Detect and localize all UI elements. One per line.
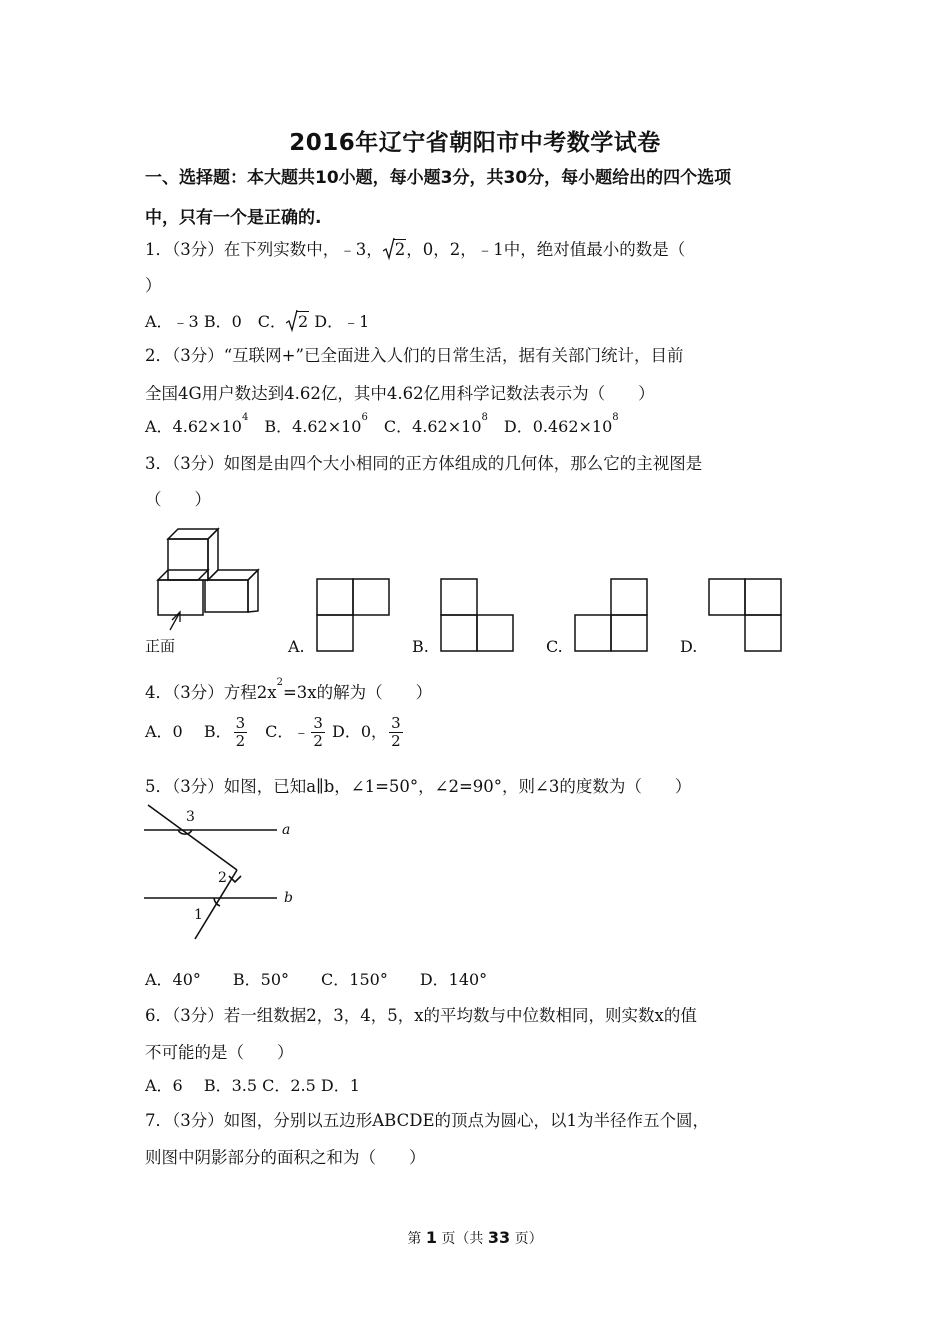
question-4-text-a: 4．（3分）方程2x [145, 683, 277, 702]
question-1-option-ab: A．﹣3 B．0 C． [145, 312, 287, 331]
question-3-line1: 3．（3分）如图是由四个大小相同的正方体组成的几何体，那么它的主视图是 [145, 454, 703, 473]
option-c-label: C. [546, 637, 563, 656]
option-c-figure [574, 578, 650, 654]
option-c-exponent: 8 [481, 412, 488, 423]
fraction-numerator: 3 [391, 714, 401, 732]
question-4-text-b: =3x的解为（ ） [282, 683, 433, 702]
question-1-text-b: ，0，2，﹣1中，绝对值最小的数是（ [406, 240, 686, 259]
question-4-option-ab: A．0 B． [145, 722, 232, 741]
footer-middle: 页（共 [436, 1231, 488, 1247]
sqrt-radicand: 2 [394, 240, 406, 259]
option-a-exponent: 4 [241, 412, 249, 423]
option-d-label: D. [680, 637, 698, 656]
section-heading-line1: 一、选择题：本大题共10小题，每小题3分，共30分，每小题给出的四个选项 [145, 168, 732, 188]
angle-2-label: 2 [218, 870, 227, 886]
footer-prefix: 第 [407, 1231, 426, 1247]
sqrt-radicand: 2 [298, 312, 309, 331]
fraction-numerator: 3 [235, 714, 246, 732]
sqrt-symbol [383, 240, 407, 259]
section-heading-line2: 中，只有一个是正确的. [145, 208, 322, 228]
negative-sign: ﹣ [293, 722, 310, 741]
question-2-options [145, 414, 619, 437]
fraction-denominator: 2 [391, 732, 401, 750]
question-2-line1: 2．（3分）“互联网+”已全面进入人们的日常生活，据有关部门统计，目前 [145, 346, 684, 365]
question-6-line2: 不可能的是（ ） [145, 1043, 294, 1062]
option-c: C．4.62×10 [367, 417, 482, 436]
page-footer [0, 1228, 950, 1248]
option-d-figure [708, 578, 784, 654]
fraction [389, 715, 403, 750]
option-d: D．0.462×10 [487, 417, 613, 436]
option-b-label: B. [412, 637, 429, 656]
question-4-exponent: 2 [276, 677, 283, 688]
cube-solid-figure [150, 526, 270, 646]
question-1-option-d: D．﹣1 [309, 312, 370, 331]
fraction [234, 715, 248, 750]
question-1-text-c: ） [145, 276, 162, 295]
question-1 [145, 236, 685, 260]
fraction [311, 715, 325, 750]
option-b-exponent: 6 [361, 412, 368, 423]
question-1-options [145, 309, 369, 332]
question-4-options [145, 715, 405, 750]
front-view-label: 正面 [145, 637, 176, 655]
question-4-option-c: C． [249, 722, 294, 741]
option-d-exponent: 8 [612, 412, 619, 423]
question-7-line1: 7．（3分）如图，分别以五边形ABCDE的顶点为圆心，以1为半径作五个圆， [145, 1111, 709, 1130]
page-title: 2016年辽宁省朝阳市中考数学试卷 [289, 130, 661, 156]
option-a: A．4.62×10 [145, 417, 242, 436]
question-7-line2: 则图中阴影部分的面积之和为（ ） [145, 1148, 426, 1167]
angle-3-label: 3 [186, 809, 195, 825]
question-3-line2: （ ） [145, 490, 211, 509]
question-4 [145, 679, 432, 703]
option-b-figure [440, 578, 516, 654]
question-5-text: 5．（3分）如图，已知a∥b，∠1=50°，∠2=90°，则∠3的度数为（ ） [145, 777, 692, 796]
line-b-label: b [284, 890, 293, 906]
fraction-numerator: 3 [313, 714, 323, 732]
question-5-options: A．40° B．50° C．150° D．140° [145, 970, 488, 989]
question-6-line1: 6．（3分）若一组数据2，3，4，5，x的平均数与中位数相同，则实数x的值 [145, 1006, 697, 1025]
question-2-line2: 全国4G用户数达到4.62亿，其中4.62亿用科学记数法表示为（ ） [145, 384, 655, 403]
parallel-lines-figure [140, 800, 310, 945]
angle-1-label: 1 [194, 907, 203, 923]
option-b: B．4.62×10 [248, 417, 362, 436]
sqrt-symbol [286, 312, 309, 331]
total-pages: 33 [487, 1228, 511, 1247]
question-1-text-a: 1．（3分）在下列实数中，﹣3， [145, 240, 383, 259]
fraction-denominator: 2 [313, 732, 323, 750]
current-page-number: 1 [425, 1228, 437, 1247]
line-a-label: a [282, 822, 291, 838]
question-6-options: A．6 B．3.5 C．2.5 D．1 [145, 1076, 360, 1095]
option-a-label: A. [288, 637, 305, 656]
question-4-option-d: D．0， [326, 722, 388, 741]
fraction-denominator: 2 [235, 732, 246, 750]
footer-suffix: 页） [510, 1231, 543, 1247]
option-a-figure [316, 578, 392, 654]
